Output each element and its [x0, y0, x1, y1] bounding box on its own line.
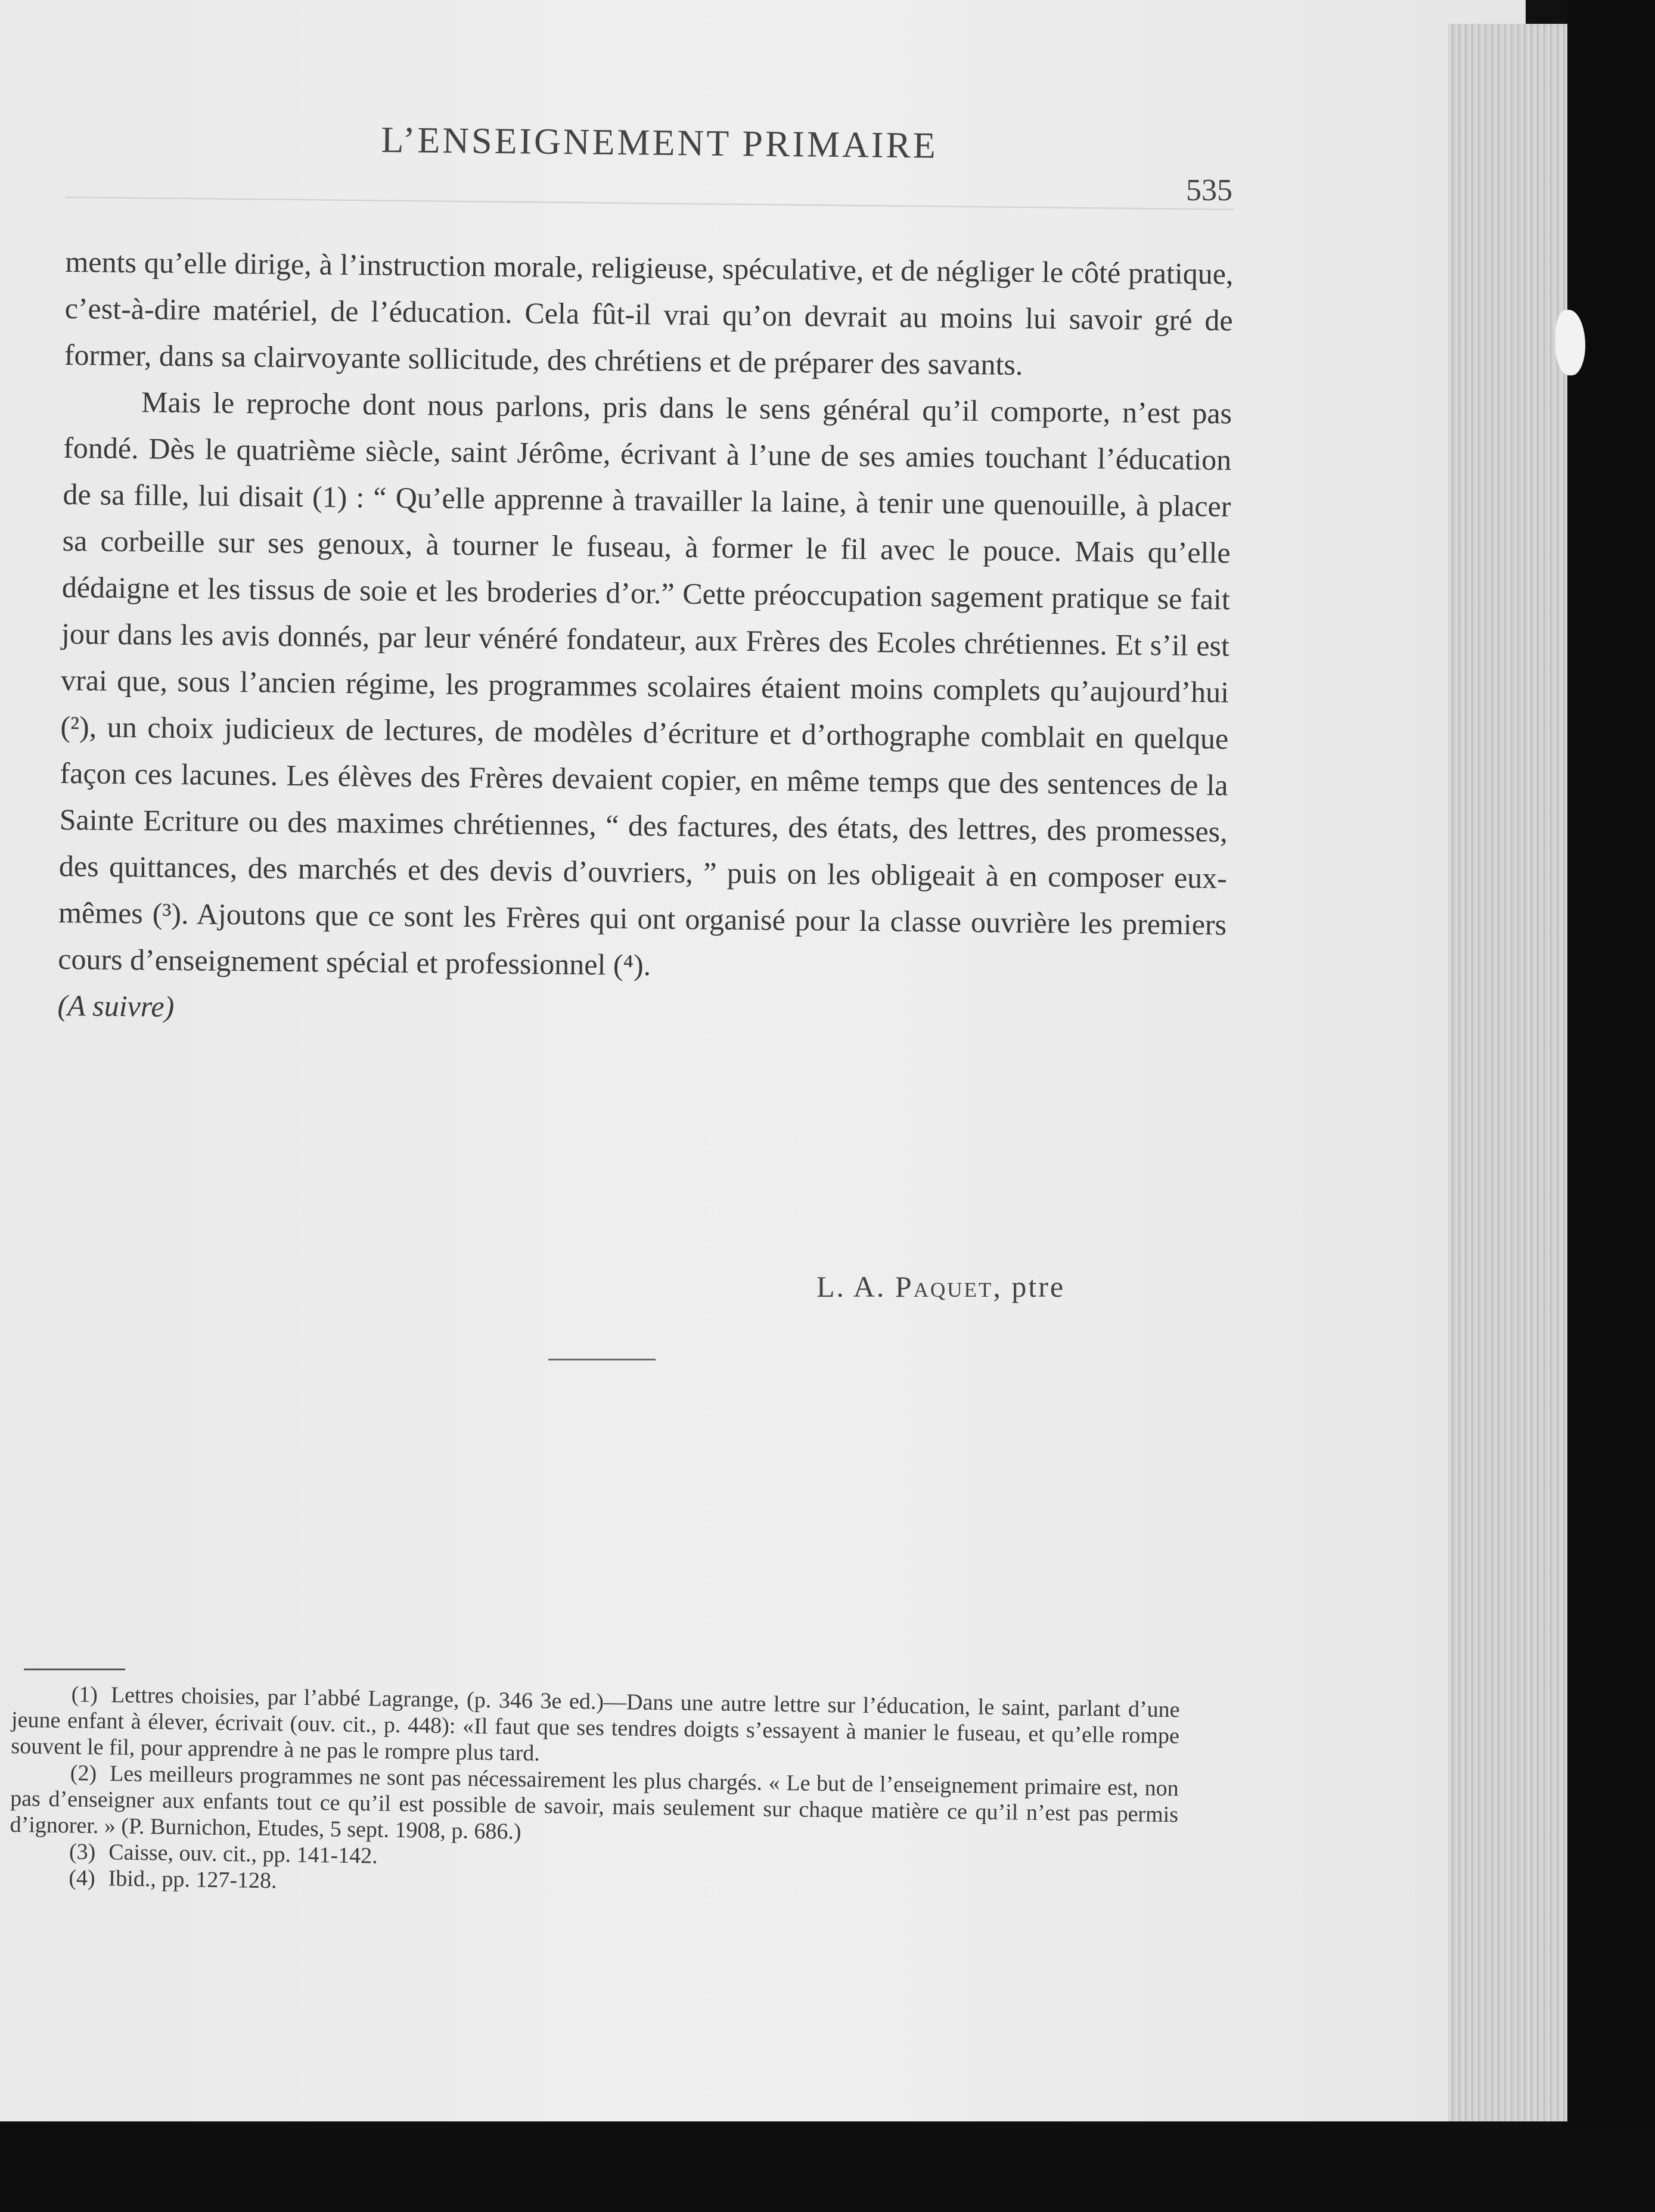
section-divider	[548, 1359, 656, 1360]
footnote-text: Lettres choisies, par l’abbé Lagrange, (p. 346 3e ed.)—Dans une autre lettre sur l’éducation, le saint, parlant d’une jeune enfant à élever, écrivait (ouv. cit., p. 448): «Il faut que ses tendres doigts s’essayent à manier le fuseau, et qu’elle rompe souvent le fil, pour apprendre à ne pas le rompre plus tard.	[11, 1682, 1180, 1766]
page-number: 535	[1186, 173, 1232, 207]
footnote-number: (2)	[70, 1760, 97, 1786]
footnote-number: (1)	[71, 1682, 98, 1708]
footnotes	[9, 1680, 1180, 1906]
to-be-continued: (A suivre)	[57, 988, 175, 1023]
body-text	[57, 238, 1234, 1040]
page-edges	[1448, 24, 1567, 2212]
footnote-text: Les meilleurs programmes ne sont pas nécessairement les plus chargés. « Le but de l’enseignement primaire est, non pas d’enseigner aux enfants tout ce qu’il est possible de savoir, mais seulement sur chaque matière ce qu’il n’est pas permis d’ignorer. » (P. Burnichon, Etudes, 5 sept. 1908, p. 686.)	[10, 1761, 1179, 1844]
footnote-text: Ibid., pp. 127-128.	[108, 1866, 277, 1894]
paragraph-1: ments qu’elle dirige, à l’instruction morale, religieuse, spéculative, et de négliger le côté pratique, c’est-à-dire matériel, de l’éducation. Cela fût-il vrai qu’on devrait au moins lui savoir gré de former, dans sa clairvoyante sollicitude, des chrétiens et de préparer des savants.	[64, 244, 1234, 381]
paragraph-2: Mais le reproche dont nous parlons, pris dans le sens général qu’il comporte, n’est pas fondé. Dès le quatrième siècle, saint Jérôme, écrivant à l’une de ses amies touchant l’éducation de sa fille, lui disait (1) : “ Qu’elle apprenne à travailler la laine, à tenir une quenouille, à placer sa corbeille sur ses genoux, à tourner le fuseau, à former le fil avec le pouce. Mais qu’elle dédaigne et les tissus de soie et les broderies d’or.” Cette préoccupation sagement pratique se fait jour dans les avis donnés, par leur vénéré fondateur, aux Frères des Ecoles chrétiennes. Et s’il est vrai que, sous l’ancien régime, les programmes scolaires étaient moins complets qu’aujourd’hui (²), un choix judicieux de lectures, de modèles d’écriture et d’orthographe comblait en quelque façon ces lacunes. Les élèves des Frères devaient copier, en même temps que des sentences de la Sainte Ecriture ou des maximes chrétiennes, “ des factures, des états, des lettres, des promesses, des quittances, des marchés et des devis d’ouvriers, ” puis on les obligeait à en composer eux-mêmes (³). Ajoutons que ce sont les Frères qui ont organisé pour la classe ouvrière les premiers cours d’enseignement spécial et professionnel (⁴).	[58, 385, 1232, 982]
author-title: , ptre	[993, 1270, 1066, 1303]
background-bottom	[0, 2121, 1655, 2212]
running-title: L’ENSEIGNEMENT PRIMAIRE	[381, 119, 939, 166]
footnote-number: (4)	[69, 1865, 95, 1891]
footnote-rule	[24, 1669, 125, 1670]
footnote-number: (3)	[69, 1839, 96, 1865]
author-name: Paquet	[895, 1270, 993, 1303]
footnote-text: Caisse, ouv. cit., pp. 141-142.	[108, 1840, 378, 1869]
author-signature	[816, 1269, 1065, 1304]
author-initials: L. A.	[816, 1270, 886, 1303]
